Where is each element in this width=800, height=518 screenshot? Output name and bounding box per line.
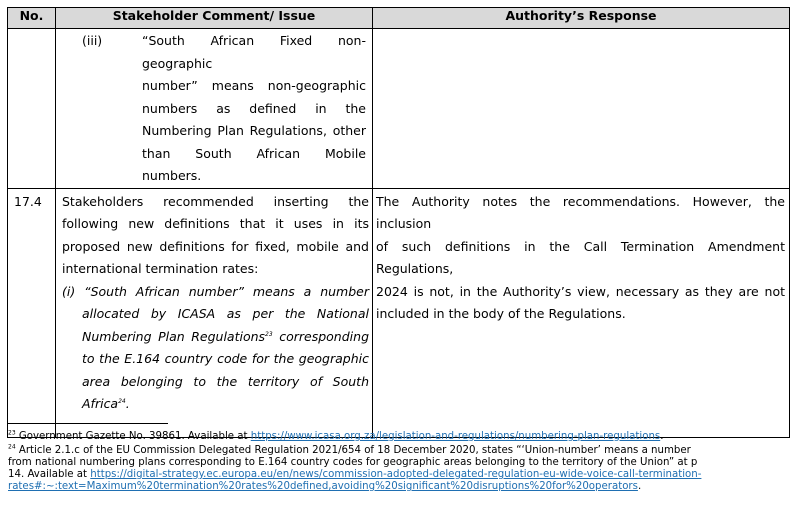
response-line: The Authority notes the recommendations. However, the inclusion bbox=[376, 193, 785, 231]
table-row bbox=[8, 29, 790, 189]
comment-line: Stakeholders recommended inserting the bbox=[62, 193, 369, 209]
table-row bbox=[8, 188, 790, 437]
definition-line: “South African Fixed non-geographic bbox=[142, 33, 366, 71]
definition-line: allocated by ICASA as per the National bbox=[82, 306, 369, 321]
footnote-23 bbox=[8, 431, 790, 443]
table-header-row bbox=[8, 8, 790, 29]
definition-text bbox=[142, 30, 366, 188]
footnote-text: 14. Available at bbox=[8, 469, 91, 480]
comment-line: following new definitions that it uses in its bbox=[62, 216, 369, 231]
footnote-text: Government Gazette No. 39861. Available at bbox=[15, 431, 251, 442]
footnote-text: . bbox=[660, 431, 664, 442]
definition-fragment: corresponding bbox=[272, 328, 369, 344]
row1-response-cell bbox=[373, 29, 790, 189]
footnote-ref-24: 24 bbox=[118, 397, 126, 405]
definition-line bbox=[62, 393, 369, 416]
response-line: 2024 is not, in the Authority’s view, necessary as they are not bbox=[376, 283, 785, 299]
definition-fragment: . bbox=[125, 396, 130, 411]
footnote-ref-23: 23 bbox=[265, 330, 273, 338]
footnote-line bbox=[8, 445, 790, 457]
row1-comment-cell bbox=[56, 29, 373, 189]
footnote-line bbox=[8, 481, 790, 493]
footnote-line bbox=[8, 469, 790, 481]
footnote-line: from national numbering plans corresponding to E.164 country codes for geographic areas belonging to the territory of the Union” at p bbox=[8, 457, 698, 468]
footnote-23-link[interactable]: https://www.icasa.org.za/legislation-and-regulations/numbering-plan-regulations bbox=[250, 431, 661, 442]
row2-response-cell bbox=[373, 188, 790, 437]
footnote-text: Article 2.1.c of the EU Commission Delegated Regulation 2021/654 of 18 December 2020, states “‘Union-number’ means a number bbox=[15, 445, 691, 456]
comment-line: international termination rates: bbox=[62, 261, 259, 276]
definition-fragment: Numbering Plan Regulations bbox=[82, 328, 266, 344]
comment-line: proposed new definitions for fixed, mobile and bbox=[62, 238, 369, 254]
row1-no-cell bbox=[8, 29, 56, 189]
row2-no-cell: 17.4 bbox=[8, 188, 56, 437]
comments-table bbox=[7, 7, 790, 438]
footnote-24 bbox=[8, 445, 790, 493]
footnote-number: 24 bbox=[8, 443, 16, 451]
roman-numeral: (iii) bbox=[82, 33, 103, 48]
definition-line: (i) “South African number” means a number bbox=[62, 283, 369, 299]
response-line: of such definitions in the Call Termination Amendment Regulations, bbox=[376, 238, 785, 276]
footnote-number: 23 bbox=[8, 429, 16, 437]
definition-line bbox=[62, 326, 369, 349]
row2-comment-cell bbox=[56, 188, 373, 437]
definition-line: area belonging to the territory of South bbox=[82, 373, 369, 389]
definition-line: Numbering Plan Regulations, other bbox=[142, 123, 366, 138]
header-response: Authority’s Response bbox=[373, 8, 790, 29]
header-comment: Stakeholder Comment/ Issue bbox=[56, 8, 373, 29]
footnote-divider bbox=[7, 423, 168, 424]
definition-fragment: Africa bbox=[82, 396, 119, 411]
definition-line: to the E.164 country code for the geographic bbox=[82, 351, 369, 366]
header-no: No. bbox=[8, 8, 56, 29]
response-line: included in the body of the Regulations. bbox=[376, 306, 626, 321]
definition-line: than South African Mobile numbers. bbox=[142, 145, 366, 183]
footnote-text: . bbox=[637, 481, 642, 492]
footnote-24-link[interactable]: https://digital-strategy.ec.europa.eu/en/news/commission-adopted-delegated-regulation-eu-wide-voice-call-termination- bbox=[90, 469, 702, 480]
definition-line: numbers as defined in the bbox=[142, 100, 366, 116]
footnote-24-link-cont[interactable]: rates#:~:text=Maximum%20termination%20rates%20defined,avoiding%20significant%20disruptions%20for%20operators bbox=[8, 481, 638, 492]
definition-line: number” means non-geographic bbox=[142, 78, 366, 93]
